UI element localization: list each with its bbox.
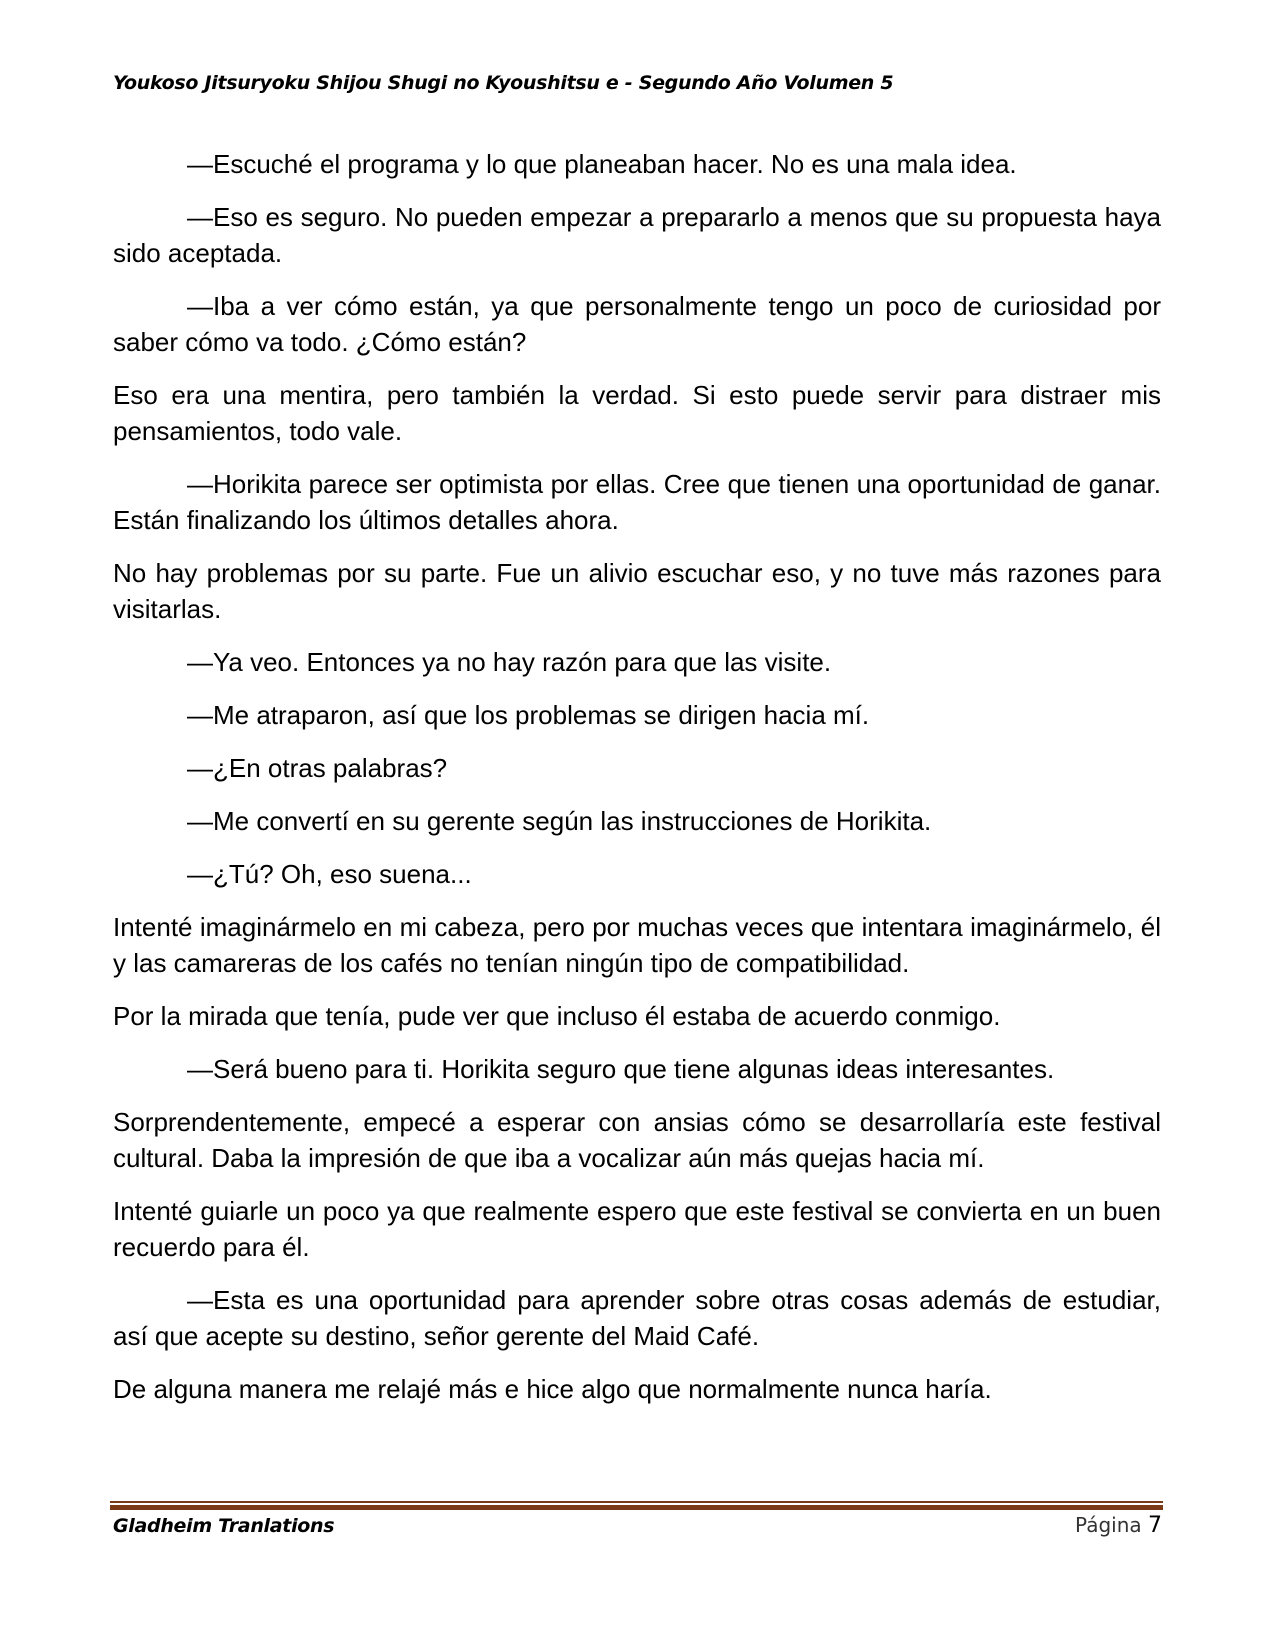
paragraph-18: De alguna manera me relajé más e hice algo que normalmente nunca haría. — [113, 1374, 992, 1404]
paragraph-3: —Iba a ver cómo están, ya que personalmente tengo un poco de curiosidad por saber cómo va todo. ¿Cómo están? — [113, 291, 1161, 357]
paragraph-6: No hay problemas por su parte. Fue un alivio escuchar eso, y no tuve más razones para visitarlas. — [113, 558, 1161, 624]
paragraph-4: Eso era una mentira, pero también la verdad. Si esto puede servir para distraer mis pensamientos, todo vale. — [113, 380, 1161, 446]
footer-rule-thick — [110, 1505, 1163, 1510]
document-body — [113, 146, 1161, 1424]
footer-publisher: Gladheim Tranlations — [113, 1515, 335, 1537]
footer-page-indicator — [1075, 1513, 1162, 1538]
paragraph-9: —¿En otras palabras? — [187, 753, 448, 783]
running-header: Youkoso Jitsuryoku Shijou Shugi no Kyoushitsu e - Segundo Año Volumen 5 — [113, 72, 894, 94]
paragraph-8: —Me atraparon, así que los problemas se dirigen hacia mí. — [187, 700, 870, 730]
paragraph-2: —Eso es seguro. No pueden empezar a prepararlo a menos que su propuesta haya sido aceptada. — [113, 202, 1161, 268]
paragraph-5: —Horikita parece ser optimista por ellas. Cree que tienen una oportunidad de ganar. Están finalizando los últimos detalles ahora. — [113, 469, 1161, 535]
page-number: 7 — [1148, 1513, 1162, 1538]
paragraph-7: —Ya veo. Entonces ya no hay razón para que las visite. — [187, 647, 832, 677]
paragraph-15: Sorprendentemente, empecé a esperar con ansias cómo se desarrollaría este festival cultural. Daba la impresión de que iba a vocalizar aún más quejas hacia mí. — [113, 1107, 1161, 1173]
paragraph-13: Por la mirada que tenía, pude ver que incluso él estaba de acuerdo conmigo. — [113, 1001, 1001, 1031]
paragraph-12: Intenté imaginármelo en mi cabeza, pero por muchas veces que intentara imaginármelo, él y las camareras de los cafés no tenían ningún tipo de compatibilidad. — [113, 912, 1161, 978]
paragraph-17: —Esta es una oportunidad para aprender sobre otras cosas además de estudiar, así que acepte su destino, señor gerente del Maid Café. — [113, 1285, 1161, 1351]
footer-rule-thin — [110, 1501, 1163, 1503]
paragraph-11: —¿Tú? Oh, eso suena... — [187, 859, 472, 889]
paragraph-14: —Será bueno para ti. Horikita seguro que tiene algunas ideas interesantes. — [187, 1054, 1055, 1084]
page-label: Página — [1075, 1513, 1142, 1537]
paragraph-10: —Me convertí en su gerente según las instrucciones de Horikita. — [187, 806, 932, 836]
paragraph-1: —Escuché el programa y lo que planeaban hacer. No es una mala idea. — [187, 149, 1017, 179]
paragraph-16: Intenté guiarle un poco ya que realmente espero que este festival se convierta en un buen recuerdo para él. — [113, 1196, 1161, 1262]
